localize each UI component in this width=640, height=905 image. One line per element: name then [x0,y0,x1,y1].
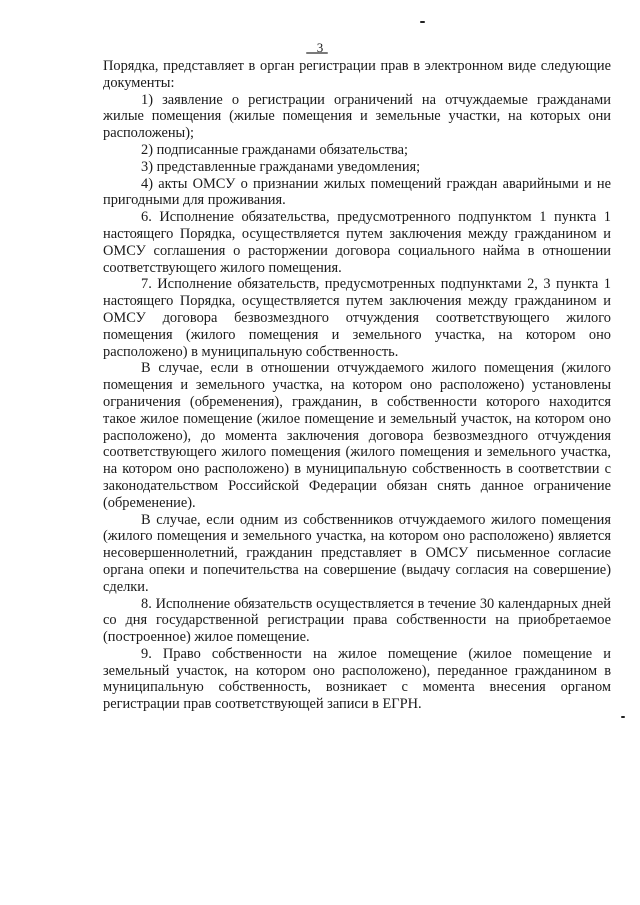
paragraph-7: 7. Исполнение обязательств, предусмотренных подпунктами 2, 3 пункта 1 настоящего Порядка, осуществляется путем заключения между гражданином и ОМСУ договора безвозмездного отчуждения соответствующего жилого помещения (жилого помещения и земельного участка, на котором оно расположено) в муниципальную собственность. [103,276,611,360]
page-number: 3 [316,40,324,55]
paragraph-6: 6. Исполнение обязательства, предусмотренного подпунктом 1 пункта 1 настоящего Порядка, осуществляется путем заключения между гражданином и ОМСУ соглашения о расторжении договора социального найма в отношении соответствующего жилого помещения. [103,209,611,276]
list-item-2: 2) подписанные гражданами обязательства; [141,141,408,158]
paragraph-7-minor: В случае, если одним из собственников отчуждаемого жилого помещения (жилого помещения и земельного участка, на котором оно расположено) является несовершеннолетний, гражданин представляет в ОМСУ письменное согласие органа опеки и попечительства на совершение (выдачу согласия на совершение) сделки. [103,511,611,595]
paragraph-7-encumbrance: В случае, если в отношении отчуждаемого жилого помещения (жилого помещения и земельного участка, на котором оно расположено) установлены ограничения (обременения), гражданин, в собственности которого находится такое жилое помещение (жилое помещение и земельный участок, на котором оно расположено), до момента заключения договора безвозмездного отчуждения соответствующего жилого помещения (жилого помещения и земельного участка, на котором оно расположено) в муниципальную собственность в соответствии с законодательством Российской Федерации обязан снять данное ограничение (обременение). [103,360,611,511]
list-item-4: 4) акты ОМСУ о признании жилых помещений граждан аварийными и не пригодными для проживания. [103,175,611,209]
list-item-1: 1) заявление о регистрации ограничений на отчуждаемые гражданами жилые помещения (жилые помещения и земельные участки, на которых они расположены); [103,91,611,142]
paragraph-8: 8. Исполнение обязательств осуществляется в течение 30 календарных дней со дня государственной регистрации права собственности на приобретаемое (построенное) жилое помещение. [103,595,611,646]
scan-mark-right [621,716,625,718]
paragraph-9: 9. Право собственности на жилое помещение (жилое помещение и земельный участок, на котором оно расположено), переданное гражданином в муниципальную собственность, возникает с момента внесения органом регистрации прав соответствующей записи в ЕГРН. [103,645,611,713]
document-body [103,58,611,713]
paragraph-continuation: Порядка, представляет в орган регистрации прав в электронном виде следующие документы: [103,58,611,91]
scan-mark-top [420,21,425,23]
list-item-3: 3) представленные гражданами уведомления; [141,158,421,175]
